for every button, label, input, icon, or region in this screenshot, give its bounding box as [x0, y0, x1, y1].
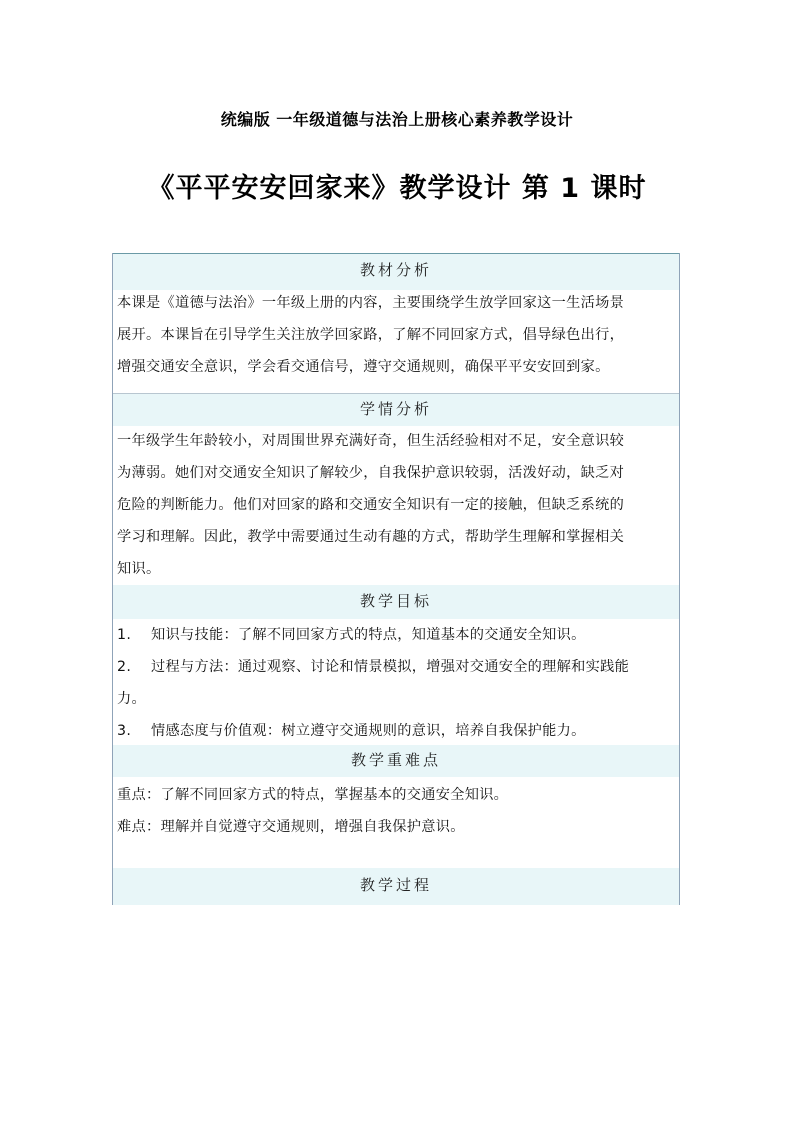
material-line: 展开。本课旨在引导学生关注放学回家路，了解不同回家方式，倡导绿色出行， — [117, 327, 625, 343]
learners-line: 一年级学生年龄较小，对周围世界充满好奇，但生活经验相对不足，安全意识较 — [117, 433, 625, 449]
goal-text: 情感态度与价值观：树立遵守交通规则的意识，培养自我保护能力。 — [151, 723, 586, 739]
material-line: 本课是《道德与法治》一年级上册的内容，主要围绕学生放学回家这一生活场景 — [117, 295, 625, 311]
goal-text: 知识与技能：了解不同回家方式的特点，知道基本的交通安全知识。 — [151, 627, 586, 643]
material-line: 增强交通安全意识，学会看交通信号，遵守交通规则，确保平平安安回到家。 — [117, 359, 610, 375]
document-title: 《平平安安回家来》教学设计 第 1 课时 — [147, 173, 647, 204]
section-heading-material: 教材分析 — [113, 253, 679, 290]
goal-number: 3. — [117, 723, 132, 739]
learners-line: 为薄弱。她们对交通安全知识了解较少，自我保护意识较弱，活泼好动，缺乏对 — [117, 465, 625, 481]
section-heading-process: 教学过程 — [113, 868, 679, 905]
keypoint-line: 重点：了解不同回家方式的特点，掌握基本的交通安全知识。 — [117, 787, 509, 803]
learners-line: 危险的判断能力。他们对回家的路和交通安全知识有一定的接触，但缺乏系统的 — [117, 497, 625, 513]
section-heading-keypoints: 教学重难点 — [113, 745, 679, 777]
goal-item-continued: 力。 — [117, 691, 146, 707]
goal-item — [117, 715, 677, 747]
goal-number: 1. — [117, 627, 132, 643]
section-body-learners — [117, 425, 677, 585]
section-body-material — [117, 287, 677, 383]
learners-line: 学习和理解。因此，教学中需要通过生动有趣的方式，帮助学生理解和掌握相关 — [117, 529, 625, 545]
section-heading-learners: 学情分析 — [113, 394, 679, 426]
goal-item — [117, 651, 677, 683]
section-body-goals — [117, 619, 677, 747]
goal-number: 2. — [117, 659, 132, 675]
learners-line: 知识。 — [117, 561, 161, 577]
keypoint-line: 难点：理解并自觉遵守交通规则，增强自我保护意识。 — [117, 819, 465, 835]
goal-item — [117, 619, 677, 651]
section-heading-goals: 教学目标 — [113, 585, 679, 619]
section-body-keypoints — [117, 779, 677, 843]
document-subtitle: 统编版 一年级道德与法治上册核心素养教学设计 — [220, 110, 574, 129]
goal-text: 过程与方法：通过观察、讨论和情景模拟，增强对交通安全的理解和实践能 — [151, 659, 630, 675]
